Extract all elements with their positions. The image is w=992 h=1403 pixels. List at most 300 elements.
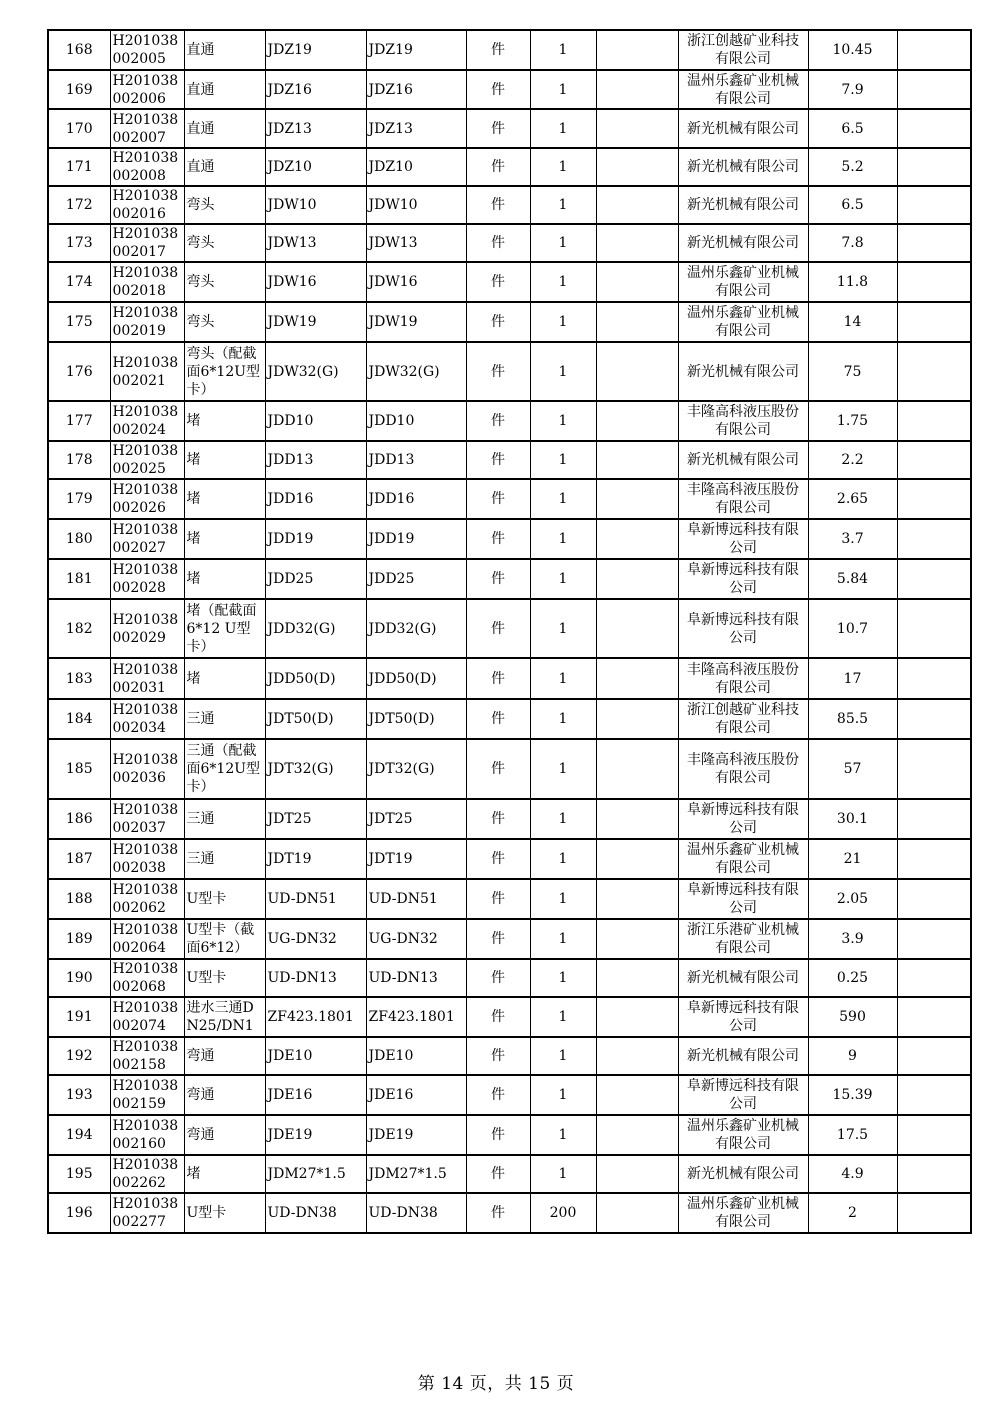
cell-supplier: 阜新博远科技有限公司 [678, 1075, 808, 1115]
cell-price: 7.8 [808, 224, 897, 262]
cell-spec: UD-DN51 [265, 879, 366, 919]
table-row [48, 1037, 971, 1075]
cell-qty: 1 [530, 799, 596, 839]
cell-no: 172 [48, 186, 110, 224]
cell-remark [897, 262, 971, 302]
cell-no: 180 [48, 519, 110, 559]
cell-spec: JDW16 [265, 262, 366, 302]
cell-spec: UG-DN32 [265, 919, 366, 959]
cell-spec: JDE16 [265, 1075, 366, 1115]
cell-supplier: 丰隆高科液压股份有限公司 [678, 739, 808, 799]
cell-price: 14 [808, 302, 897, 342]
cell-price: 590 [808, 997, 897, 1037]
cell-model: JDW16 [366, 262, 466, 302]
cell-spec: JDT32(G) [265, 739, 366, 799]
cell-unit: 件 [466, 109, 530, 148]
cell-model: JDD16 [366, 479, 466, 519]
cell-code: H201038002016 [110, 186, 184, 224]
cell-unit: 件 [466, 262, 530, 302]
cell-model: JDE19 [366, 1115, 466, 1155]
cell-no: 177 [48, 401, 110, 441]
table-row [48, 262, 971, 302]
cell-price: 57 [808, 739, 897, 799]
table-row [48, 1193, 971, 1233]
cell-supplier: 丰隆高科液压股份有限公司 [678, 479, 808, 519]
cell-name: 堵 [184, 559, 265, 599]
cell-remark [897, 1193, 971, 1233]
cell-no: 194 [48, 1115, 110, 1155]
cell-col8 [596, 401, 678, 441]
cell-no: 183 [48, 658, 110, 699]
cell-name: 弯通 [184, 1115, 265, 1155]
cell-supplier: 新光机械有限公司 [678, 1037, 808, 1075]
table-row [48, 658, 971, 699]
cell-price: 5.84 [808, 559, 897, 599]
cell-no: 186 [48, 799, 110, 839]
cell-col8 [596, 30, 678, 70]
cell-code: H201038002038 [110, 839, 184, 879]
cell-supplier: 阜新博远科技有限公司 [678, 799, 808, 839]
cell-no: 171 [48, 148, 110, 186]
table-row [48, 342, 971, 401]
cell-remark [897, 1115, 971, 1155]
cell-spec: JDD25 [265, 559, 366, 599]
cell-supplier: 新光机械有限公司 [678, 1155, 808, 1193]
cell-code: H201038002006 [110, 70, 184, 109]
cell-spec: JDZ10 [265, 148, 366, 186]
cell-remark [897, 839, 971, 879]
cell-qty: 1 [530, 699, 596, 739]
cell-col8 [596, 70, 678, 109]
cell-remark [897, 699, 971, 739]
cell-unit: 件 [466, 919, 530, 959]
cell-unit: 件 [466, 1115, 530, 1155]
cell-spec: JDZ13 [265, 109, 366, 148]
cell-price: 2.05 [808, 879, 897, 919]
cell-col8 [596, 441, 678, 479]
cell-unit: 件 [466, 30, 530, 70]
cell-remark [897, 1075, 971, 1115]
cell-unit: 件 [466, 1075, 530, 1115]
cell-code: H201038002019 [110, 302, 184, 342]
cell-remark [897, 302, 971, 342]
cell-col8 [596, 1193, 678, 1233]
cell-price: 9 [808, 1037, 897, 1075]
cell-spec: JDE10 [265, 1037, 366, 1075]
cell-spec: JDD19 [265, 519, 366, 559]
cell-price: 11.8 [808, 262, 897, 302]
cell-model: JDD25 [366, 559, 466, 599]
cell-price: 17 [808, 658, 897, 699]
cell-name: U型卡 [184, 1193, 265, 1233]
cell-unit: 件 [466, 186, 530, 224]
cell-name: U型卡（截面6*12） [184, 919, 265, 959]
cell-name: 进水三通DN25/DN1 [184, 997, 265, 1037]
cell-price: 17.5 [808, 1115, 897, 1155]
table-row [48, 441, 971, 479]
cell-remark [897, 997, 971, 1037]
table-row [48, 739, 971, 799]
cell-unit: 件 [466, 224, 530, 262]
cell-code: H201038002034 [110, 699, 184, 739]
cell-price: 15.39 [808, 1075, 897, 1115]
cell-unit: 件 [466, 1037, 530, 1075]
table-row [48, 1075, 971, 1115]
page-number: 第 14 页，共 15 页 [417, 1374, 575, 1394]
cell-qty: 200 [530, 1193, 596, 1233]
cell-model: JDZ13 [366, 109, 466, 148]
table-row [48, 109, 971, 148]
cell-no: 174 [48, 262, 110, 302]
cell-code: H201038002031 [110, 658, 184, 699]
cell-col8 [596, 559, 678, 599]
cell-col8 [596, 959, 678, 997]
cell-spec: JDW13 [265, 224, 366, 262]
cell-supplier: 浙江创越矿业科技有限公司 [678, 30, 808, 70]
cell-code: H201038002277 [110, 1193, 184, 1233]
cell-model: ZF423.1801 [366, 997, 466, 1037]
cell-no: 193 [48, 1075, 110, 1115]
cell-name: 堵 [184, 479, 265, 519]
cell-col8 [596, 186, 678, 224]
cell-no: 190 [48, 959, 110, 997]
parts-table [47, 29, 972, 1234]
cell-name: 三通 [184, 799, 265, 839]
cell-price: 21 [808, 839, 897, 879]
cell-supplier: 阜新博远科技有限公司 [678, 519, 808, 559]
table-row [48, 1155, 971, 1193]
cell-name: 堵（配截面6*12 U型卡） [184, 599, 265, 658]
cell-unit: 件 [466, 401, 530, 441]
cell-price: 0.25 [808, 959, 897, 997]
cell-no: 191 [48, 997, 110, 1037]
cell-code: H201038002005 [110, 30, 184, 70]
cell-price: 6.5 [808, 186, 897, 224]
cell-remark [897, 109, 971, 148]
cell-no: 178 [48, 441, 110, 479]
cell-name: 三通 [184, 699, 265, 739]
cell-no: 179 [48, 479, 110, 519]
cell-supplier: 温州乐鑫矿业机械有限公司 [678, 1193, 808, 1233]
table-row [48, 186, 971, 224]
cell-code: H201038002037 [110, 799, 184, 839]
cell-model: JDE16 [366, 1075, 466, 1115]
table-row [48, 599, 971, 658]
cell-name: 三通 [184, 839, 265, 879]
table-row [48, 997, 971, 1037]
cell-code: H201038002158 [110, 1037, 184, 1075]
cell-supplier: 丰隆高科液压股份有限公司 [678, 658, 808, 699]
cell-col8 [596, 224, 678, 262]
cell-qty: 1 [530, 519, 596, 559]
cell-name: 堵 [184, 658, 265, 699]
cell-code: H201038002262 [110, 1155, 184, 1193]
cell-spec: UD-DN13 [265, 959, 366, 997]
cell-price: 4.9 [808, 1155, 897, 1193]
cell-code: H201038002029 [110, 599, 184, 658]
cell-model: JDZ19 [366, 30, 466, 70]
cell-code: H201038002007 [110, 109, 184, 148]
cell-no: 184 [48, 699, 110, 739]
cell-col8 [596, 342, 678, 401]
cell-col8 [596, 302, 678, 342]
cell-name: 堵 [184, 401, 265, 441]
cell-code: H201038002068 [110, 959, 184, 997]
cell-model: JDT50(D) [366, 699, 466, 739]
cell-spec: UD-DN38 [265, 1193, 366, 1233]
cell-qty: 1 [530, 1075, 596, 1115]
cell-qty: 1 [530, 839, 596, 879]
cell-name: 堵 [184, 441, 265, 479]
cell-qty: 1 [530, 224, 596, 262]
cell-spec: JDZ16 [265, 70, 366, 109]
cell-model: JDW13 [366, 224, 466, 262]
cell-qty: 1 [530, 109, 596, 148]
cell-supplier: 阜新博远科技有限公司 [678, 559, 808, 599]
cell-qty: 1 [530, 879, 596, 919]
cell-remark [897, 879, 971, 919]
cell-model: JDZ16 [366, 70, 466, 109]
table-row [48, 959, 971, 997]
cell-qty: 1 [530, 30, 596, 70]
cell-qty: 1 [530, 959, 596, 997]
cell-qty: 1 [530, 186, 596, 224]
cell-col8 [596, 997, 678, 1037]
cell-price: 2.65 [808, 479, 897, 519]
cell-no: 175 [48, 302, 110, 342]
cell-remark [897, 1037, 971, 1075]
cell-unit: 件 [466, 699, 530, 739]
cell-model: JDE10 [366, 1037, 466, 1075]
cell-supplier: 温州乐鑫矿业机械有限公司 [678, 1115, 808, 1155]
cell-remark [897, 919, 971, 959]
table-row [48, 302, 971, 342]
cell-col8 [596, 919, 678, 959]
cell-name: 堵 [184, 1155, 265, 1193]
table-row [48, 148, 971, 186]
cell-code: H201038002074 [110, 997, 184, 1037]
cell-name: U型卡 [184, 879, 265, 919]
cell-model: JDW19 [366, 302, 466, 342]
cell-unit: 件 [466, 342, 530, 401]
table-row [48, 224, 971, 262]
cell-supplier: 新光机械有限公司 [678, 959, 808, 997]
cell-qty: 1 [530, 262, 596, 302]
cell-col8 [596, 839, 678, 879]
cell-unit: 件 [466, 519, 530, 559]
cell-no: 196 [48, 1193, 110, 1233]
cell-spec: ZF423.1801 [265, 997, 366, 1037]
cell-name: U型卡 [184, 959, 265, 997]
cell-supplier: 丰隆高科液压股份有限公司 [678, 401, 808, 441]
cell-model: JDW10 [366, 186, 466, 224]
table-row [48, 919, 971, 959]
table-row [48, 401, 971, 441]
cell-remark [897, 224, 971, 262]
cell-spec: JDD32(G) [265, 599, 366, 658]
table-row [48, 70, 971, 109]
cell-code: H201038002024 [110, 401, 184, 441]
cell-remark [897, 519, 971, 559]
cell-spec: JDD10 [265, 401, 366, 441]
cell-name: 弯通 [184, 1037, 265, 1075]
cell-unit: 件 [466, 441, 530, 479]
cell-name: 弯头 [184, 224, 265, 262]
cell-code: H201038002062 [110, 879, 184, 919]
cell-model: UD-DN13 [366, 959, 466, 997]
cell-remark [897, 401, 971, 441]
cell-price: 6.5 [808, 109, 897, 148]
cell-unit: 件 [466, 302, 530, 342]
cell-unit: 件 [466, 148, 530, 186]
table-row [48, 479, 971, 519]
table-row [48, 879, 971, 919]
cell-code: H201038002026 [110, 479, 184, 519]
cell-col8 [596, 479, 678, 519]
cell-unit: 件 [466, 658, 530, 699]
cell-code: H201038002017 [110, 224, 184, 262]
table-row [48, 1115, 971, 1155]
cell-model: UG-DN32 [366, 919, 466, 959]
cell-name: 直通 [184, 148, 265, 186]
cell-spec: JDT50(D) [265, 699, 366, 739]
cell-supplier: 温州乐鑫矿业机械有限公司 [678, 839, 808, 879]
table-row [48, 799, 971, 839]
cell-no: 169 [48, 70, 110, 109]
cell-col8 [596, 658, 678, 699]
cell-model: JDD50(D) [366, 658, 466, 699]
cell-qty: 1 [530, 1115, 596, 1155]
cell-price: 10.45 [808, 30, 897, 70]
cell-col8 [596, 148, 678, 186]
cell-supplier: 阜新博远科技有限公司 [678, 599, 808, 658]
cell-col8 [596, 599, 678, 658]
cell-supplier: 温州乐鑫矿业机械有限公司 [678, 70, 808, 109]
cell-no: 195 [48, 1155, 110, 1193]
cell-supplier: 阜新博远科技有限公司 [678, 997, 808, 1037]
cell-price: 1.75 [808, 401, 897, 441]
cell-name: 弯头 [184, 186, 265, 224]
cell-no: 185 [48, 739, 110, 799]
cell-qty: 1 [530, 997, 596, 1037]
cell-unit: 件 [466, 879, 530, 919]
cell-code: H201038002160 [110, 1115, 184, 1155]
cell-supplier: 温州乐鑫矿业机械有限公司 [678, 302, 808, 342]
cell-qty: 1 [530, 919, 596, 959]
cell-col8 [596, 799, 678, 839]
cell-code: H201038002159 [110, 1075, 184, 1115]
cell-qty: 1 [530, 1037, 596, 1075]
cell-no: 192 [48, 1037, 110, 1075]
cell-remark [897, 739, 971, 799]
cell-qty: 1 [530, 739, 596, 799]
cell-model: JDZ10 [366, 148, 466, 186]
cell-price: 5.2 [808, 148, 897, 186]
cell-remark [897, 70, 971, 109]
cell-price: 3.9 [808, 919, 897, 959]
cell-supplier: 新光机械有限公司 [678, 148, 808, 186]
cell-supplier: 新光机械有限公司 [678, 224, 808, 262]
cell-remark [897, 559, 971, 599]
cell-name: 直通 [184, 70, 265, 109]
cell-price: 2 [808, 1193, 897, 1233]
cell-qty: 1 [530, 70, 596, 109]
cell-name: 堵 [184, 519, 265, 559]
cell-qty: 1 [530, 1155, 596, 1193]
cell-remark [897, 599, 971, 658]
cell-price: 30.1 [808, 799, 897, 839]
cell-col8 [596, 519, 678, 559]
cell-model: JDD32(G) [366, 599, 466, 658]
cell-col8 [596, 262, 678, 302]
cell-qty: 1 [530, 302, 596, 342]
cell-unit: 件 [466, 70, 530, 109]
cell-spec: JDD16 [265, 479, 366, 519]
cell-col8 [596, 1037, 678, 1075]
cell-qty: 1 [530, 148, 596, 186]
cell-code: H201038002036 [110, 739, 184, 799]
cell-model: JDT19 [366, 839, 466, 879]
cell-remark [897, 30, 971, 70]
cell-qty: 1 [530, 479, 596, 519]
cell-supplier: 浙江乐港矿业机械有限公司 [678, 919, 808, 959]
table-row [48, 559, 971, 599]
cell-model: JDD19 [366, 519, 466, 559]
cell-model: JDT25 [366, 799, 466, 839]
cell-qty: 1 [530, 441, 596, 479]
cell-unit: 件 [466, 959, 530, 997]
cell-model: JDW32(G) [366, 342, 466, 401]
table-row [48, 839, 971, 879]
cell-remark [897, 342, 971, 401]
cell-no: 189 [48, 919, 110, 959]
cell-remark [897, 959, 971, 997]
cell-qty: 1 [530, 342, 596, 401]
cell-remark [897, 799, 971, 839]
cell-col8 [596, 1075, 678, 1115]
cell-model: UD-DN38 [366, 1193, 466, 1233]
cell-no: 173 [48, 224, 110, 262]
cell-supplier: 温州乐鑫矿业机械有限公司 [678, 262, 808, 302]
cell-col8 [596, 109, 678, 148]
cell-price: 75 [808, 342, 897, 401]
cell-no: 182 [48, 599, 110, 658]
cell-supplier: 新光机械有限公司 [678, 342, 808, 401]
cell-remark [897, 148, 971, 186]
cell-no: 188 [48, 879, 110, 919]
cell-unit: 件 [466, 559, 530, 599]
cell-code: H201038002028 [110, 559, 184, 599]
cell-unit: 件 [466, 839, 530, 879]
cell-remark [897, 186, 971, 224]
cell-unit: 件 [466, 1155, 530, 1193]
cell-no: 187 [48, 839, 110, 879]
cell-code: H201038002027 [110, 519, 184, 559]
cell-spec: JDM27*1.5 [265, 1155, 366, 1193]
cell-code: H201038002025 [110, 441, 184, 479]
cell-model: UD-DN51 [366, 879, 466, 919]
cell-name: 直通 [184, 30, 265, 70]
cell-spec: JDW10 [265, 186, 366, 224]
cell-model: JDD13 [366, 441, 466, 479]
cell-col8 [596, 1155, 678, 1193]
cell-price: 2.2 [808, 441, 897, 479]
cell-remark [897, 658, 971, 699]
cell-spec: JDD50(D) [265, 658, 366, 699]
cell-code: H201038002018 [110, 262, 184, 302]
cell-remark [897, 479, 971, 519]
cell-supplier: 新光机械有限公司 [678, 109, 808, 148]
